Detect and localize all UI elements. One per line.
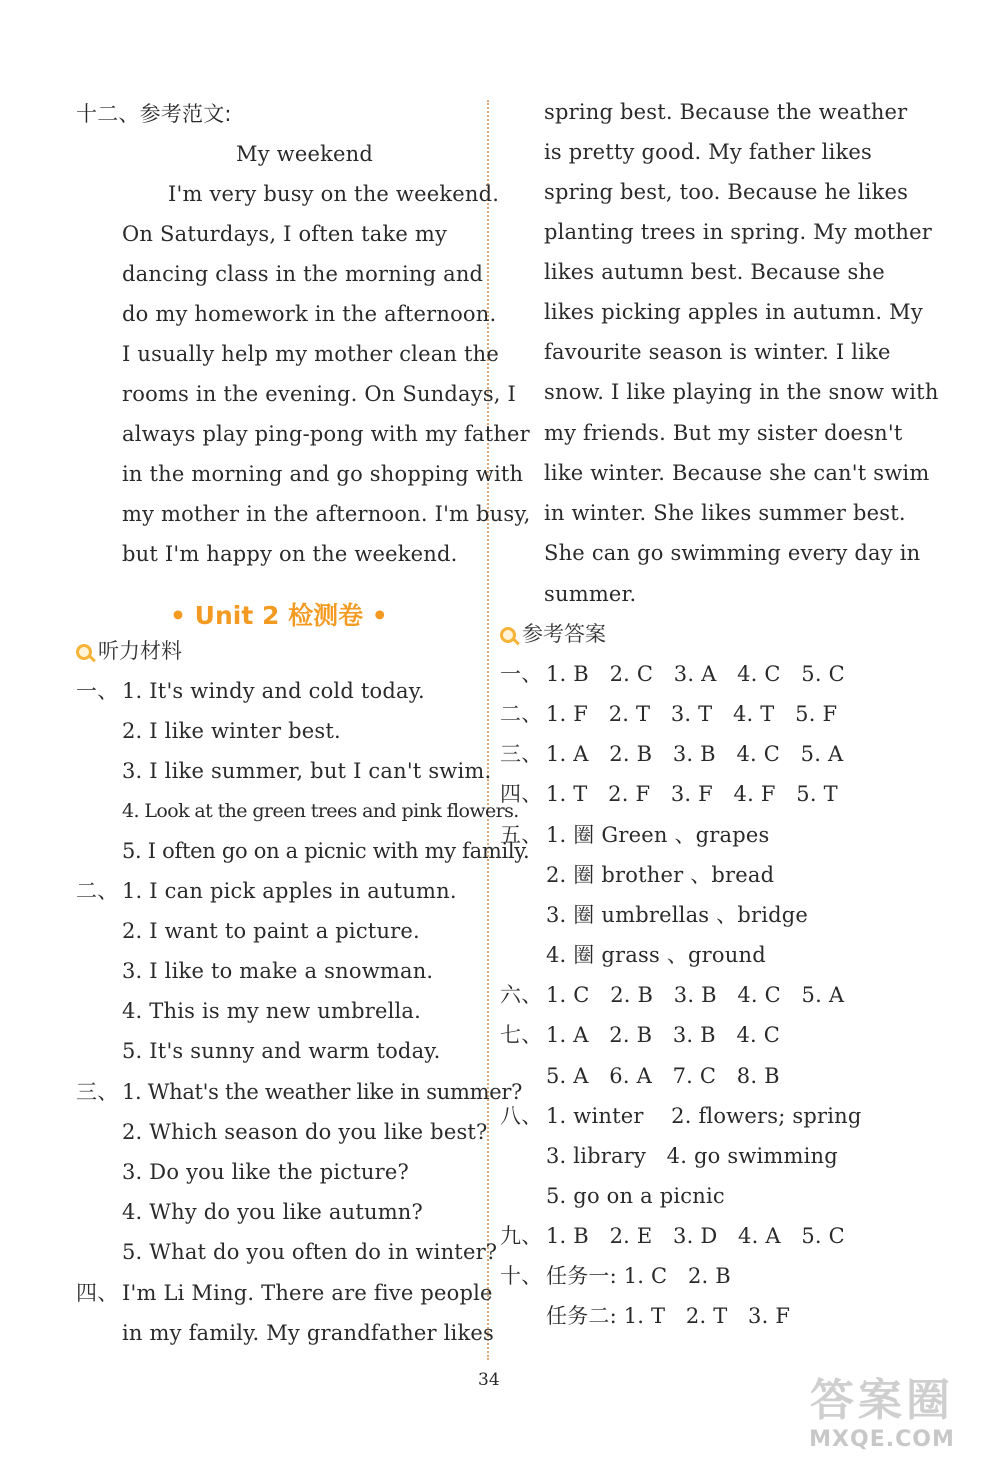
- unit-title: • Unit 2 检测卷 •: [170, 601, 388, 630]
- passage-line: in my family. My grandfather likes: [122, 1321, 495, 1345]
- answer-number: 十、: [500, 1264, 543, 1288]
- answer-number: 一、: [500, 662, 543, 686]
- passage-line: spring best. Because the weather: [544, 100, 908, 124]
- list-item: 3. Do you like the picture?: [122, 1160, 409, 1184]
- answer-line: 1. A 2. B 3. B 4. C 5. A: [546, 742, 844, 766]
- answer-line: 任务一: 1. C 2. B: [546, 1264, 731, 1288]
- answer-number: 七、: [500, 1023, 543, 1047]
- essay-title: My weekend: [236, 142, 373, 166]
- passage-line: like winter. Because she can't swim: [544, 461, 930, 485]
- listening-label: 听力材料: [98, 639, 182, 663]
- passage-line: likes autumn best. Because she: [544, 260, 885, 284]
- answer-line: 1. 圈 Green 、grapes: [546, 823, 770, 847]
- essay-line: my mother in the afternoon. I'm busy,: [122, 502, 531, 526]
- answer-line: 2. 圈 brother 、bread: [546, 863, 775, 887]
- watermark-logo: [782, 1375, 982, 1463]
- passage-line: in winter. She likes summer best.: [544, 501, 906, 525]
- answer-line: 5. go on a picnic: [546, 1184, 725, 1208]
- watermark-url: MXQE.COM: [809, 1427, 955, 1452]
- passage-line: likes picking apples in autumn. My: [544, 300, 923, 324]
- section-number: 四、: [76, 1281, 119, 1305]
- section-number: 一、: [76, 679, 119, 703]
- list-item: 5. What do you often do in winter?: [122, 1240, 498, 1264]
- essay-line: dancing class in the morning and: [122, 262, 484, 286]
- passage-line: spring best, too. Because he likes: [544, 180, 909, 204]
- passage-line: is pretty good. My father likes: [544, 140, 873, 164]
- essay-heading: 十二、参考范文:: [76, 102, 232, 126]
- answer-line: 1. C 2. B 3. B 4. C 5. A: [546, 983, 845, 1007]
- answer-number: 九、: [500, 1224, 543, 1248]
- magnifier-icon: [76, 644, 92, 660]
- passage-line: She can go swimming every day in: [544, 541, 921, 565]
- list-item: 4. Look at the green trees and pink flowers.: [122, 800, 519, 822]
- answer-line: 1. B 2. C 3. A 4. C 5. C: [546, 662, 845, 686]
- answer-line: 3. library 4. go swimming: [546, 1144, 838, 1168]
- answer-line: 4. 圈 grass 、ground: [546, 943, 766, 967]
- essay-line: I usually help my mother clean the: [122, 342, 500, 366]
- list-item: 3. I like to make a snowman.: [122, 959, 434, 983]
- answer-line: 任务二: 1. T 2. T 3. F: [546, 1304, 791, 1328]
- list-item: 2. I want to paint a picture.: [122, 919, 420, 943]
- answer-line: 5. A 6. A 7. C 8. B: [546, 1064, 780, 1088]
- answer-line: 3. 圈 umbrellas 、bridge: [546, 903, 809, 927]
- answer-number: 二、: [500, 702, 543, 726]
- list-item: 3. I like summer, but I can't swim.: [122, 759, 492, 783]
- answer-number: 三、: [500, 742, 543, 766]
- essay-line: On Saturdays, I often take my: [122, 222, 448, 246]
- essay-line: I'm very busy on the weekend.: [168, 182, 500, 206]
- answers-heading: [500, 620, 606, 648]
- listening-heading: [76, 637, 182, 665]
- passage-line: summer.: [544, 582, 637, 606]
- list-item: 1. I can pick apples in autumn.: [122, 879, 457, 903]
- list-item: 2. I like winter best.: [122, 719, 341, 743]
- answer-number: 四、: [500, 782, 543, 806]
- passage-line: snow. I like playing in the snow with: [544, 380, 939, 404]
- section-number: 三、: [76, 1080, 119, 1104]
- answer-line: 1. winter 2. flowers; spring: [546, 1104, 862, 1128]
- passage-line: favourite season is winter. I like: [544, 340, 891, 364]
- list-item: 2. Which season do you like best?: [122, 1120, 488, 1144]
- list-item: 4. This is my new umbrella.: [122, 999, 422, 1023]
- column-divider: [487, 100, 489, 1360]
- answer-line: 1. A 2. B 3. B 4. C: [546, 1023, 781, 1047]
- passage-line: I'm Li Ming. There are five people: [122, 1281, 493, 1305]
- essay-line: do my homework in the afternoon.: [122, 302, 497, 326]
- magnifier-icon: [500, 627, 516, 643]
- list-item: 5. I often go on a picnic with my family.: [122, 839, 530, 863]
- list-item: 1. What's the weather like in summer?: [122, 1080, 523, 1104]
- list-item: 4. Why do you like autumn?: [122, 1200, 423, 1224]
- essay-line: but I'm happy on the weekend.: [122, 542, 458, 566]
- answer-line: 1. B 2. E 3. D 4. A 5. C: [546, 1224, 845, 1248]
- answer-number: 五、: [500, 823, 543, 847]
- passage-line: my friends. But my sister doesn't: [544, 421, 903, 445]
- answer-number: 八、: [500, 1104, 543, 1128]
- page-number: 34: [478, 1370, 500, 1390]
- answer-number: 六、: [500, 983, 543, 1007]
- essay-line: always play ping-pong with my father: [122, 422, 530, 446]
- passage-line: planting trees in spring. My mother: [544, 220, 933, 244]
- watermark-text: 答案圈: [810, 1375, 954, 1426]
- essay-line: in the morning and go shopping with: [122, 462, 524, 486]
- answer-line: 1. T 2. F 3. F 4. F 5. T: [546, 782, 838, 806]
- answer-line: 1. F 2. T 3. T 4. T 5. F: [546, 702, 838, 726]
- answers-label: 参考答案: [522, 622, 606, 646]
- essay-line: rooms in the evening. On Sundays, I: [122, 382, 517, 406]
- list-item: 1. It's windy and cold today.: [122, 679, 425, 703]
- list-item: 5. It's sunny and warm today.: [122, 1039, 441, 1063]
- section-number: 二、: [76, 879, 119, 903]
